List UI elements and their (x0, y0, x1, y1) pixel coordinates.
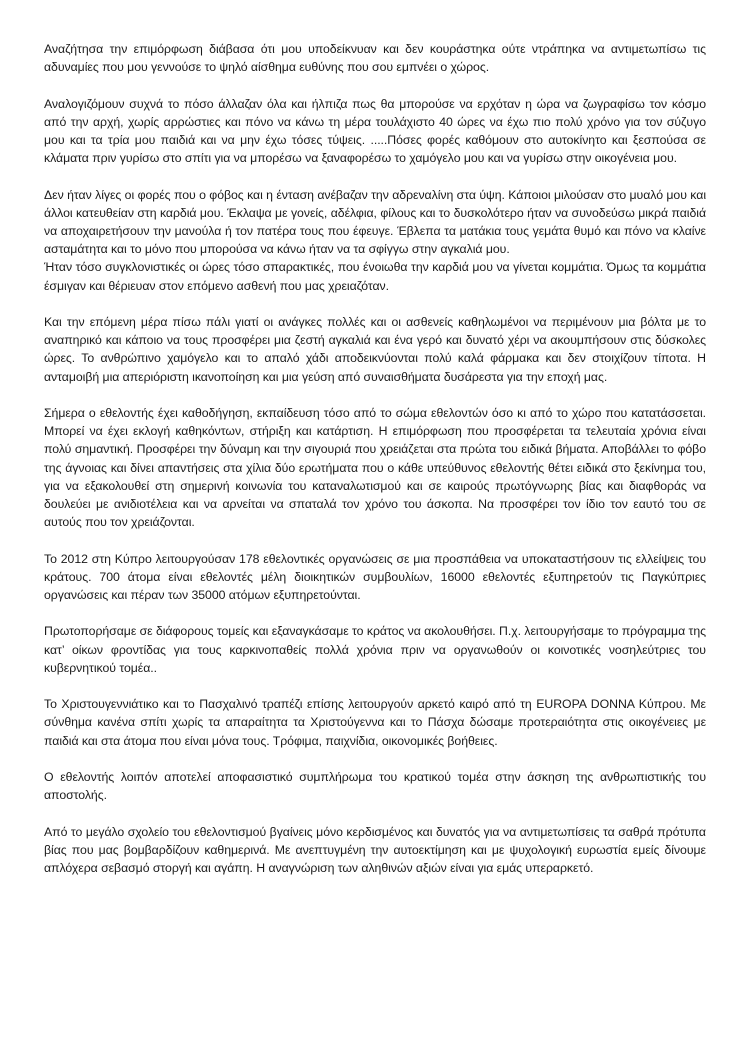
paragraph-next-day: Και την επόμενη μέρα πίσω πάλι γιατί οι ανάγκες πολλές και οι ασθενείς καθηλωμένοι να περιμένουν μια βόλτα με το αναπηρικό και κάποιο να τους προσφέρει μια ζεστή αγκαλιά και ένα γερό και δυνατό χέρι να ακουμπήσουν στις δύσκολες ώρες. Το ανθρώπινο χαμόγελο και το απαλό χάδι αποδεικνύονται πολύ καλά φάρμακα και δεν στοιχίζουν τίποτα. Η ανταμοιβή μια απεριόριστη ικανοποίηση και μια γεύση από συναισθήματα δυσάρεστα για την εποχή μας. (44, 315, 706, 384)
paragraph-self-education: Αναζήτησα την επιμόρφωση διάβασα ότι μου υποδείκνυαν και δεν κουράστηκα ούτε ντράπηκα να αντιμετωπίσω τις αδυναμίες που μου γεννούσε το ψηλό αίσθημα ευθύνης που σου εμπνέει ο χώρος. (44, 42, 706, 75)
paragraph-school-of-volunteering: Από το μεγάλο σχολείο του εθελοντισμού βγαίνεις μόνο κερδισμένος και δυνατός για να αντιμετωπίσεις τα σαθρά πρότυπα βίας που μας βομβαρδίζουν καθημερινά. Με ανεπτυγμένη την αυτοεκτίμηση και με ψυχολογική ευρωστία εμείς δίνουμε απλόχερα σεβασμό στοργή και αγάπη. Η αναγνώριση των αληθινών αξιών είναι για εμάς υπεραρκετό. (44, 824, 706, 875)
paragraph-shattering-hours: Ήταν τόσο συγκλονιστικές οι ώρες τόσο σπαρακτικές, που ένοιωθα την καρδιά μου να γίνεται κομμάτια. Όμως τα κομμάτια έσμιγαν και θέριευαν στον επόμενο ασθενή που μας χρειαζόταν. (44, 260, 706, 293)
paragraph-statistics-2012: Το 2012 στη Κύπρο λειτουργούσαν 178 εθελοντικές οργανώσεις σε μια προσπάθεια να υποκαταστήσουν τις ελλείψεις του κράτους. 700 άτομα είναι εθελοντές μέλη διοικητικών συμβουλίων, 16000 εθελοντές εξυπηρετούν τις Παγκύπριες οργανώσεις και πέραν των 35000 ατόμων εξυπηρετούνται. (44, 551, 706, 603)
paragraph-complement: Ο εθελοντής λοιπόν αποτελεί αποφασιστικό συμπλήρωμα του κρατικού τομέα στην άσκηση της ανθρωπιστικής του αποστολής. (44, 770, 706, 803)
document-page (44, 40, 706, 895)
paragraph-holiday-table: Το Χριστουγεννιάτικο και το Πασχαλινό τραπέζι επίσης λειτουργούν αρκετό καιρό από τη EUROPA DONNA Κύπρου. Με σύνθημα κανένα σπίτι χωρίς τα απαραίτητα τα Χριστούγεννα και το Πάσχα δώσαμε προτεραιότητα στις οικογένειες με παιδιά και στα άτομα που είναι μόνα τους. Τρόφιμα, παιχνίδια, οικονομικές βοήθειες. (44, 697, 706, 748)
paragraph-reflection: Αναλογιζόμουν συχνά το πόσο άλλαζαν όλα και ήλπιζα πως θα μπορούσε να ερχόταν η ώρα να ζωγραφίσω τον κόσμο από την αρχή, χωρίς αρρώστιες και πόνο να κάνω τη μέρα τουλάχιστο 40 ώρες να έχω πιο πολύ χρόνο για τον σύζυγο μου και τα τρία μου παιδιά και να μην έχω τόσες τύψεις. .....Πόσες φορές καθόμουν στο αυτοκίνητο και ξεσπούσα σε κλάματα πριν γυρίσω στο σπίτι για να μπορέσω να ξαναφορέσω το χαμόγελο μου και να γυρίσω στην οικογένεια μου. (44, 96, 706, 166)
paragraph-pioneering: Πρωτοπορήσαμε σε διάφορους τομείς και εξαναγκάσαμε το κράτος να ακολουθήσει. Π.χ. λειτουργήσαμε το πρόγραμμα της κατ’ οίκων φροντίδας για τους καρκινοπαθείς πολλά χρόνια πριν να οργανωθούν οι κοινοτικές νοσηλεύτριες του κυβερνητικού τομέα.. (44, 624, 706, 675)
paragraph-volunteer-today: Σήμερα ο εθελοντής έχει καθοδήγηση, εκπαίδευση τόσο από το σώμα εθελοντών όσο κι από το χώρο που κατατάσσεται. Μπορεί να έχει εκλογή καθηκόντων, στήριξη και κατάρτιση. Η επιμόρφωση που προσφέρεται τα τελευταία χρόνια είναι πολύ σημαντική. Προσφέρει την δύναμη και την σιγουριά που χρειάζεται στα πρώτα του ειδικά βήματα. Αποβάλλει το φόβο της άγνοιας και δίνει απαντήσεις στα χίλια δύο ερωτήματα που ο κάθε υπεύθυνος εθελοντής θέτει ειδικά στο ξεκίνημα του, για να εξακολουθεί στη σημερινή κοινωνία του καταναλωτισμού και σε καιρούς πρωτόγνωρης βίας και διαφθοράς να δουλεύει με ανιδιοτέλεια και να αρνείται να σπαταλά τον χρόνο του άσκοπα. Να προσφέρει τον ίδιο τον εαυτό του σε αυτούς που τον χρειάζονται. (44, 406, 706, 530)
paragraph-fear-and-tension: Δεν ήταν λίγες οι φορές που ο φόβος και η ένταση ανέβαζαν την αδρεναλίνη στα ύψη. Κάποιοι μιλούσαν στο μυαλό μου και άλλοι κατευθείαν στη καρδιά μου. Έκλαψα με γονείς, αδέλφια, φίλους και το δυσκολότερο ήταν να συνοδεύσω μικρά παιδιά να αποχαιρετήσουν την μανούλα ή τον πατέρα τους που έφευγε. Έβλεπα τα ματάκια τους γεμάτα θυμό και πόνο να κλαίνε ασταμάτητα και το μόνο που μπορούσα να κάνω ήταν να τα σφίγγω στην αγκαλιά μου. (44, 187, 706, 257)
